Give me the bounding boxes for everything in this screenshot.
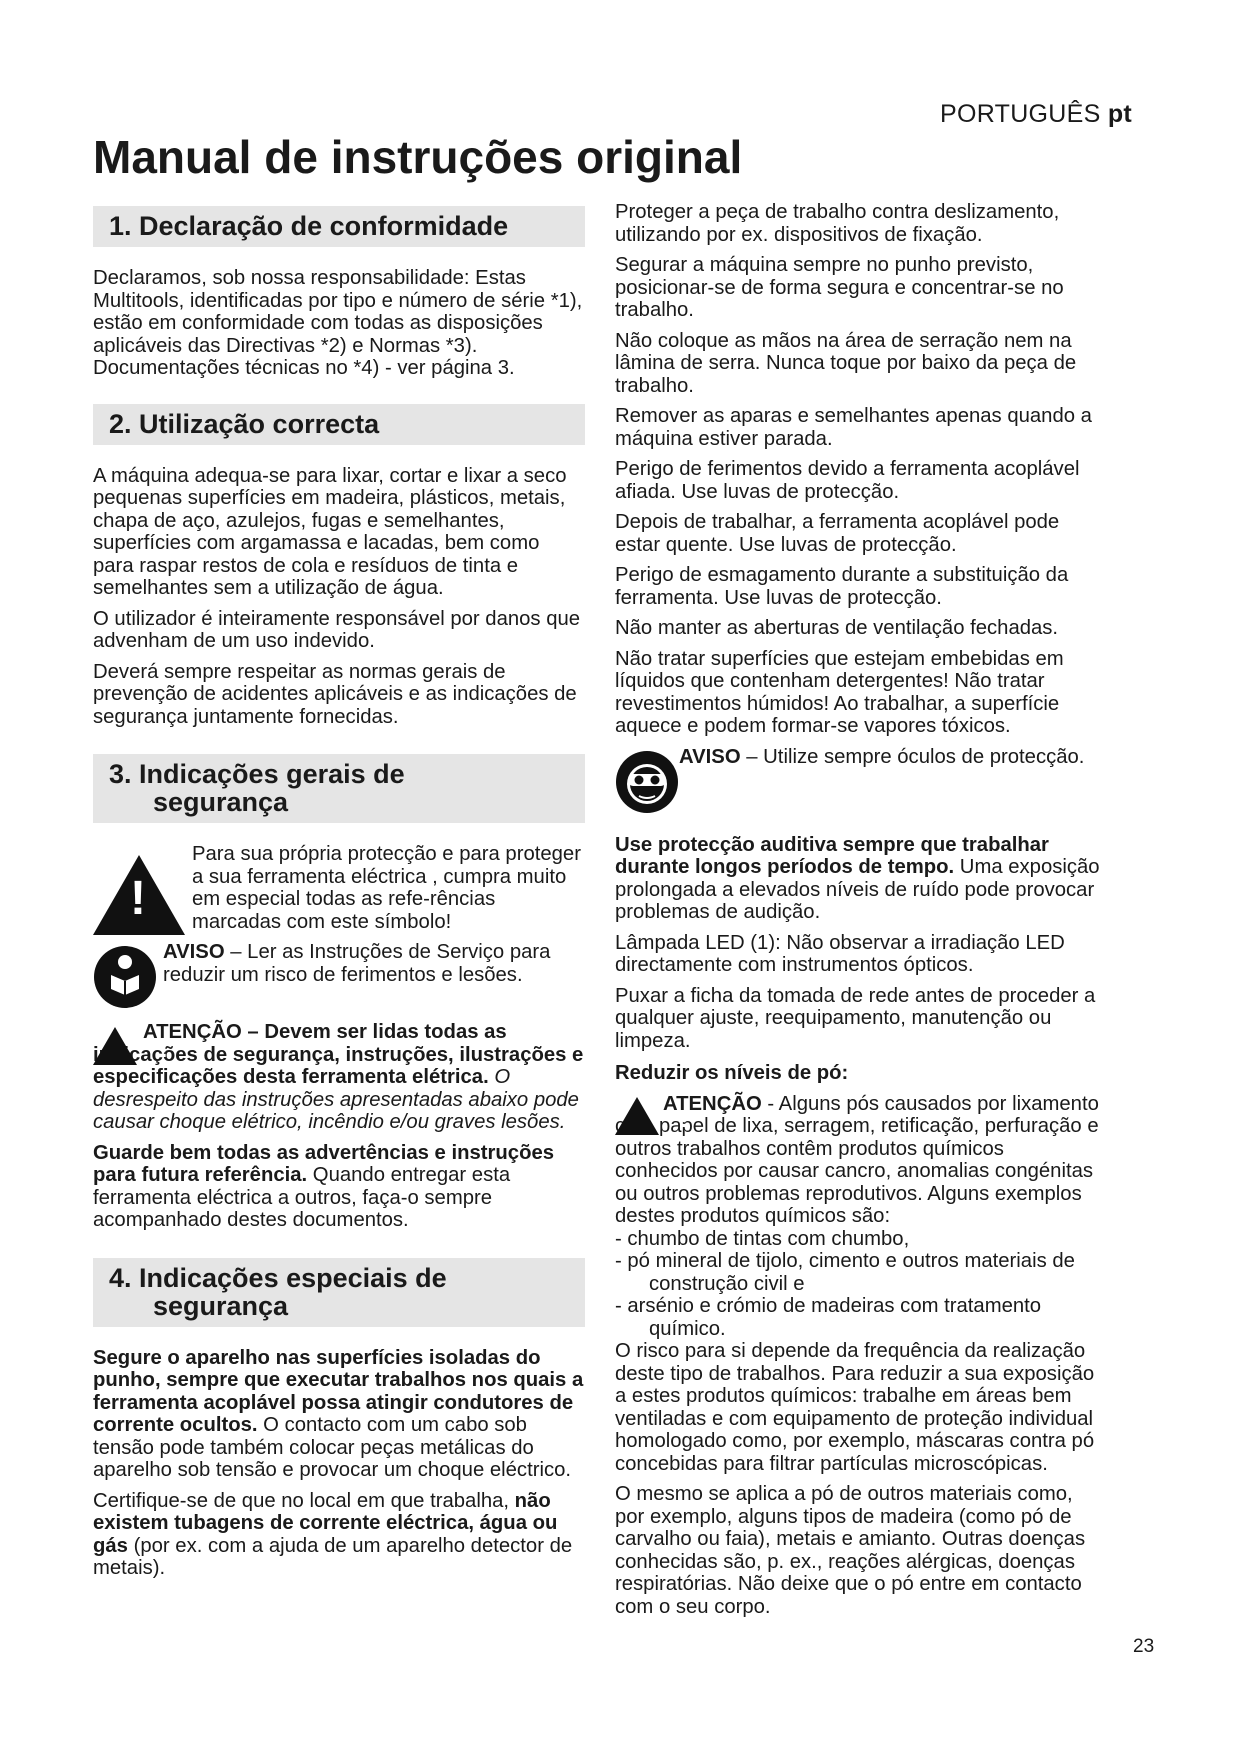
read-manual-icon — [93, 945, 157, 1009]
page-number: 23 — [1133, 1636, 1155, 1657]
risk-paragraph: O risco para si depende da frequência da realização deste tipo de trabalhos. Para reduzir a sua exposição a estes produtos químicos: trabalhe em áreas bem ventiladas e com equipamento de proteção individual homologado como, por exemplo, máscaras contra pó concebidas para filtrar partículas microscópicas. — [615, 1340, 1095, 1475]
s2-paragraph-1: A máquina adequa-se para lixar, cortar e lixar a seco pequenas superfícies em madeira, plásticos, metais, chapa de aço, azulejos, fugas e semelhantes, superfícies com argamassa e lacadas, bem como para raspar restos de cola e resíduos de tinta e semelhantes sem a utilização de água. — [93, 464, 567, 599]
r-paragraph-9: Não tratar superfícies que estejam embebidas em líquidos que contenham detergentes! Não tratar revestimentos húmidos! Ao trabalhar, a superfície aquece e podem formar-se vapores tóxicos. — [615, 647, 1064, 737]
dust-warning-triangle-icon — [615, 1097, 659, 1135]
r-paragraph-5: Perigo de ferimentos devido a ferramenta acoplável afiada. Use luvas de protecção. — [615, 458, 1080, 503]
right-column — [615, 201, 1107, 1626]
led-paragraph: Lâmpada LED (1): Não observar a irradiação LED directamente com instrumentos ópticos. — [615, 931, 1065, 976]
section-3-heading — [93, 754, 585, 823]
aviso-text: – Ler as Instruções de Serviço para reduzir um risco de ferimentos e lesões. — [163, 941, 551, 986]
section-2-heading: 2. Utilização correcta — [93, 404, 585, 445]
s3-heading-line2: segurança — [153, 787, 289, 817]
s4-paragraph-1: Segure o aparelho nas superfícies isoladas do punho, sempre que executar trabalhos nos quais a ferramenta acoplável possa atingir condutores de corrente ocultos. O contacto com um cabo sob tensão pode também colocar peças metálicas do aparelho sob tensão e provocar um choque eléctrico. — [93, 1346, 584, 1481]
s4-paragraph-2: Certifique-se de que no local em que trabalha, não existem tubagens de corrente eléctrica, água ou gás (por ex. com a ajuda de um aparelho detector de metais). — [93, 1489, 573, 1579]
guarde-paragraph: Guarde bem todas as advertências e instruções para futura referência. Quando entregar esta ferramenta eléctrica a outros, faça-o sempre acompanhado destes documentos. — [93, 1141, 555, 1231]
aviso-label: AVISO — [163, 941, 225, 963]
goggles-block — [615, 746, 1107, 820]
small-warning-triangle-icon — [93, 1027, 137, 1065]
list-item: - arsénio e crómio de madeiras com tratamento químico. — [615, 1295, 1042, 1340]
r-paragraph-8: Não manter as aberturas de ventilação fechadas. — [615, 617, 1059, 639]
s3-heading-line1: 3. Indicações gerais de — [109, 759, 405, 789]
language-label: PORTUGUÊS pt — [940, 100, 1133, 128]
s2-paragraph-3: Deverá sempre respeitar as normas gerais de prevenção de acidentes aplicáveis e as indicações de segurança juntamente fornecidas. — [93, 660, 577, 728]
general-warning-block — [93, 843, 585, 941]
warning-triangle-icon — [93, 855, 185, 935]
r-paragraph-1: Proteger a peça de trabalho contra deslizamento, utilizando por ex. dispositivos de fixação. — [615, 201, 1060, 246]
dust-atencao-paragraph: ! ATENÇÃO - Alguns pós causados por lixamento com papel de lixa, serragem, retificação, perfuração e outros trabalhos contêm produtos químicos conhecidos por causar cancro, anomalias congénitas ou outros problemas reprodutivos. Alguns exemplos destes produtos químicos são: — [615, 1093, 1107, 1228]
chemicals-list — [615, 1228, 1107, 1341]
s1-paragraph: Declaramos, sob nossa responsabilidade: Estas Multitools, identificadas por tipo e número de série *1), estão em conformidade com todas as disposições aplicáveis das Directivas *2) e Normas *3). Documentações técnicas no *4) - ver página 3. — [93, 267, 583, 379]
r-paragraph-7: Perigo de esmagamento durante a substituição da ferramenta. Use luvas de protecção. — [615, 564, 1069, 609]
r-paragraph-2: Segurar a máquina sempre no punho previsto, posicionar-se de forma segura e concentrar-se no trabalho. — [615, 254, 1064, 321]
section-1-heading: 1. Declaração de conformidade — [93, 206, 585, 247]
safety-goggles-icon — [615, 750, 679, 814]
goggles-aviso-label: AVISO — [679, 745, 741, 768]
dust-heading: Reduzir os níveis de pó: — [615, 1062, 849, 1084]
left-column — [93, 206, 585, 1588]
s4-heading-line2: segurança — [153, 1290, 289, 1321]
list-item: - chumbo de tintas com chumbo, — [615, 1227, 910, 1250]
plug-paragraph: Puxar a ficha da tomada de rede antes de proceder a qualquer ajuste, reequipamento, manutenção ou limpeza. — [615, 984, 1096, 1052]
atencao-paragraph: ! ATENÇÃO – Devem ser lidas todas as indicações de segurança, instruções, ilustrações e especificações desta ferramenta elétrica. O desrespeito das instruções apresentadas abaixo pode causar choque elétrico, incêndio e/ou graves lesões. — [93, 1021, 585, 1134]
hearing-paragraph: Use protecção auditiva sempre que trabalhar durante longos períodos de tempo. Uma exposição prolongada a elevados níveis de ruído pode provocar problemas de audição. — [615, 833, 1100, 923]
r-paragraph-4: Remover as aparas e semelhantes apenas quando a máquina estiver parada. — [615, 405, 1092, 450]
general-warning-text: Para sua própria protecção e para proteger a sua ferramenta eléctrica , cumpra muito em especial todas as refe-rências marcadas com este símbolo! — [192, 843, 581, 933]
r-paragraph-6: Depois de trabalhar, a ferramenta acoplável pode estar quente. Use luvas de protecção. — [615, 511, 1060, 556]
section-4-heading — [93, 1258, 585, 1327]
goggles-aviso-text: – Utilize sempre óculos de protecção. — [740, 745, 1085, 768]
s2-paragraph-2: O utilizador é inteiramente responsável por danos que advenham de um uso indevido. — [93, 607, 581, 652]
r-paragraph-3: Não coloque as mãos na área de serração nem na lâmina de serra. Nunca toque por baixo da peça de trabalho. — [615, 329, 1077, 397]
read-manual-block — [93, 941, 585, 1013]
page-title: Manual de instruções original — [93, 131, 743, 183]
list-item: - pó mineral de tijolo, cimento e outros materiais de construção civil e — [615, 1250, 1075, 1295]
s4-heading-line1: 4. Indicações especiais de — [109, 1262, 447, 1293]
other-dust-paragraph: O mesmo se aplica a pó de outros materiais como, por exemplo, alguns tipos de madeira (como pó de carvalho ou faia), metais e amianto. Outras doenças conhecidas são, p. ex., reações alérgicas, doenças respiratórias. Não deixe que o pó entre em contacto com o seu corpo. — [615, 1483, 1086, 1618]
